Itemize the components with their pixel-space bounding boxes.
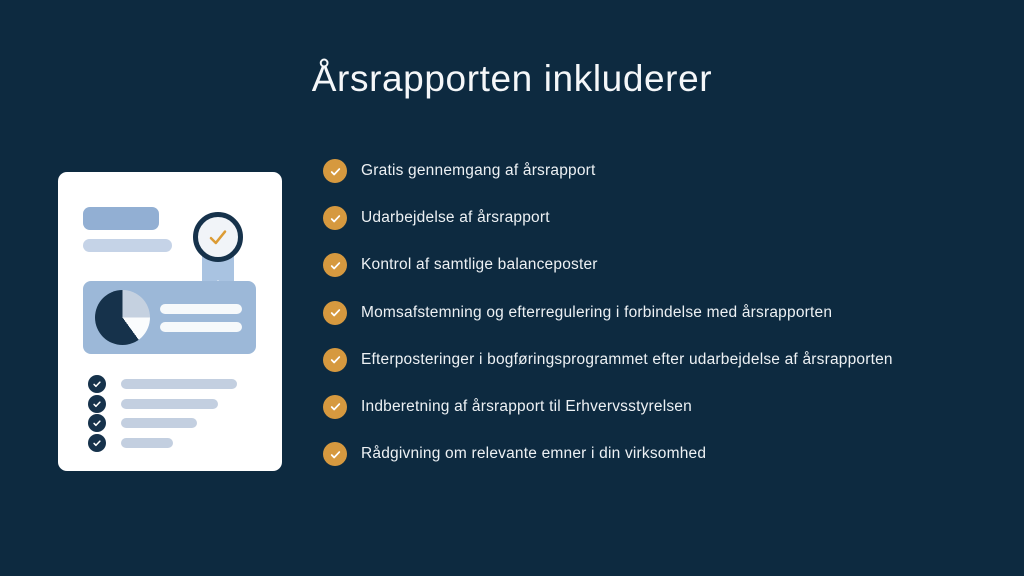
check-icon [88,395,106,413]
feature-label: Kontrol af samtlige balanceposter [361,256,598,274]
feature-item [323,348,893,372]
report-document-illustration [58,172,282,471]
check-icon [323,159,347,183]
feature-item [323,442,893,466]
doc-text-bar [121,418,197,428]
feature-list [323,159,893,466]
doc-text-bar [121,399,218,409]
check-icon [323,206,347,230]
doc-subheading-bar [83,239,172,252]
feature-label: Momsafstemning og efterregulering i forbindelse med årsrapporten [361,303,833,321]
check-icon [88,414,106,432]
check-icon [323,253,347,277]
doc-checklist-row [88,434,237,452]
feature-label: Efterposteringer i bogføringsprogrammet efter udarbejdelse af årsrapporten [361,350,893,368]
feature-item [323,301,893,325]
check-icon [88,434,106,452]
check-icon [323,442,347,466]
feature-item [323,395,893,419]
panel-text-bar [160,322,242,332]
feature-label: Udarbejdelse af årsrapport [361,209,550,227]
pie-chart-icon [95,290,150,345]
badge-check-icon [205,224,231,250]
panel-text-bar [160,304,242,314]
doc-heading-bar [83,207,159,230]
doc-checklist-row [88,414,237,432]
feature-item [323,159,893,183]
feature-item [323,253,893,277]
doc-text-bar [121,379,237,389]
check-icon [323,348,347,372]
doc-checklist-row [88,395,237,413]
feature-label: Gratis gennemgang af årsrapport [361,162,596,179]
feature-item [323,206,893,230]
feature-label: Indberetning af årsrapport til Erhvervsstyrelsen [361,397,692,415]
check-icon [323,395,347,419]
award-badge-icon [193,212,243,292]
doc-text-bar [121,438,173,448]
check-icon [323,301,347,325]
badge-circle [193,212,243,262]
check-icon [88,375,106,393]
doc-checklist [88,375,237,452]
page-title: Årsrapporten inkluderer [311,58,713,99]
doc-checklist-row [88,375,237,393]
feature-label: Rådgivning om relevante emner i din virksomhed [361,445,707,463]
chart-panel [83,281,256,354]
